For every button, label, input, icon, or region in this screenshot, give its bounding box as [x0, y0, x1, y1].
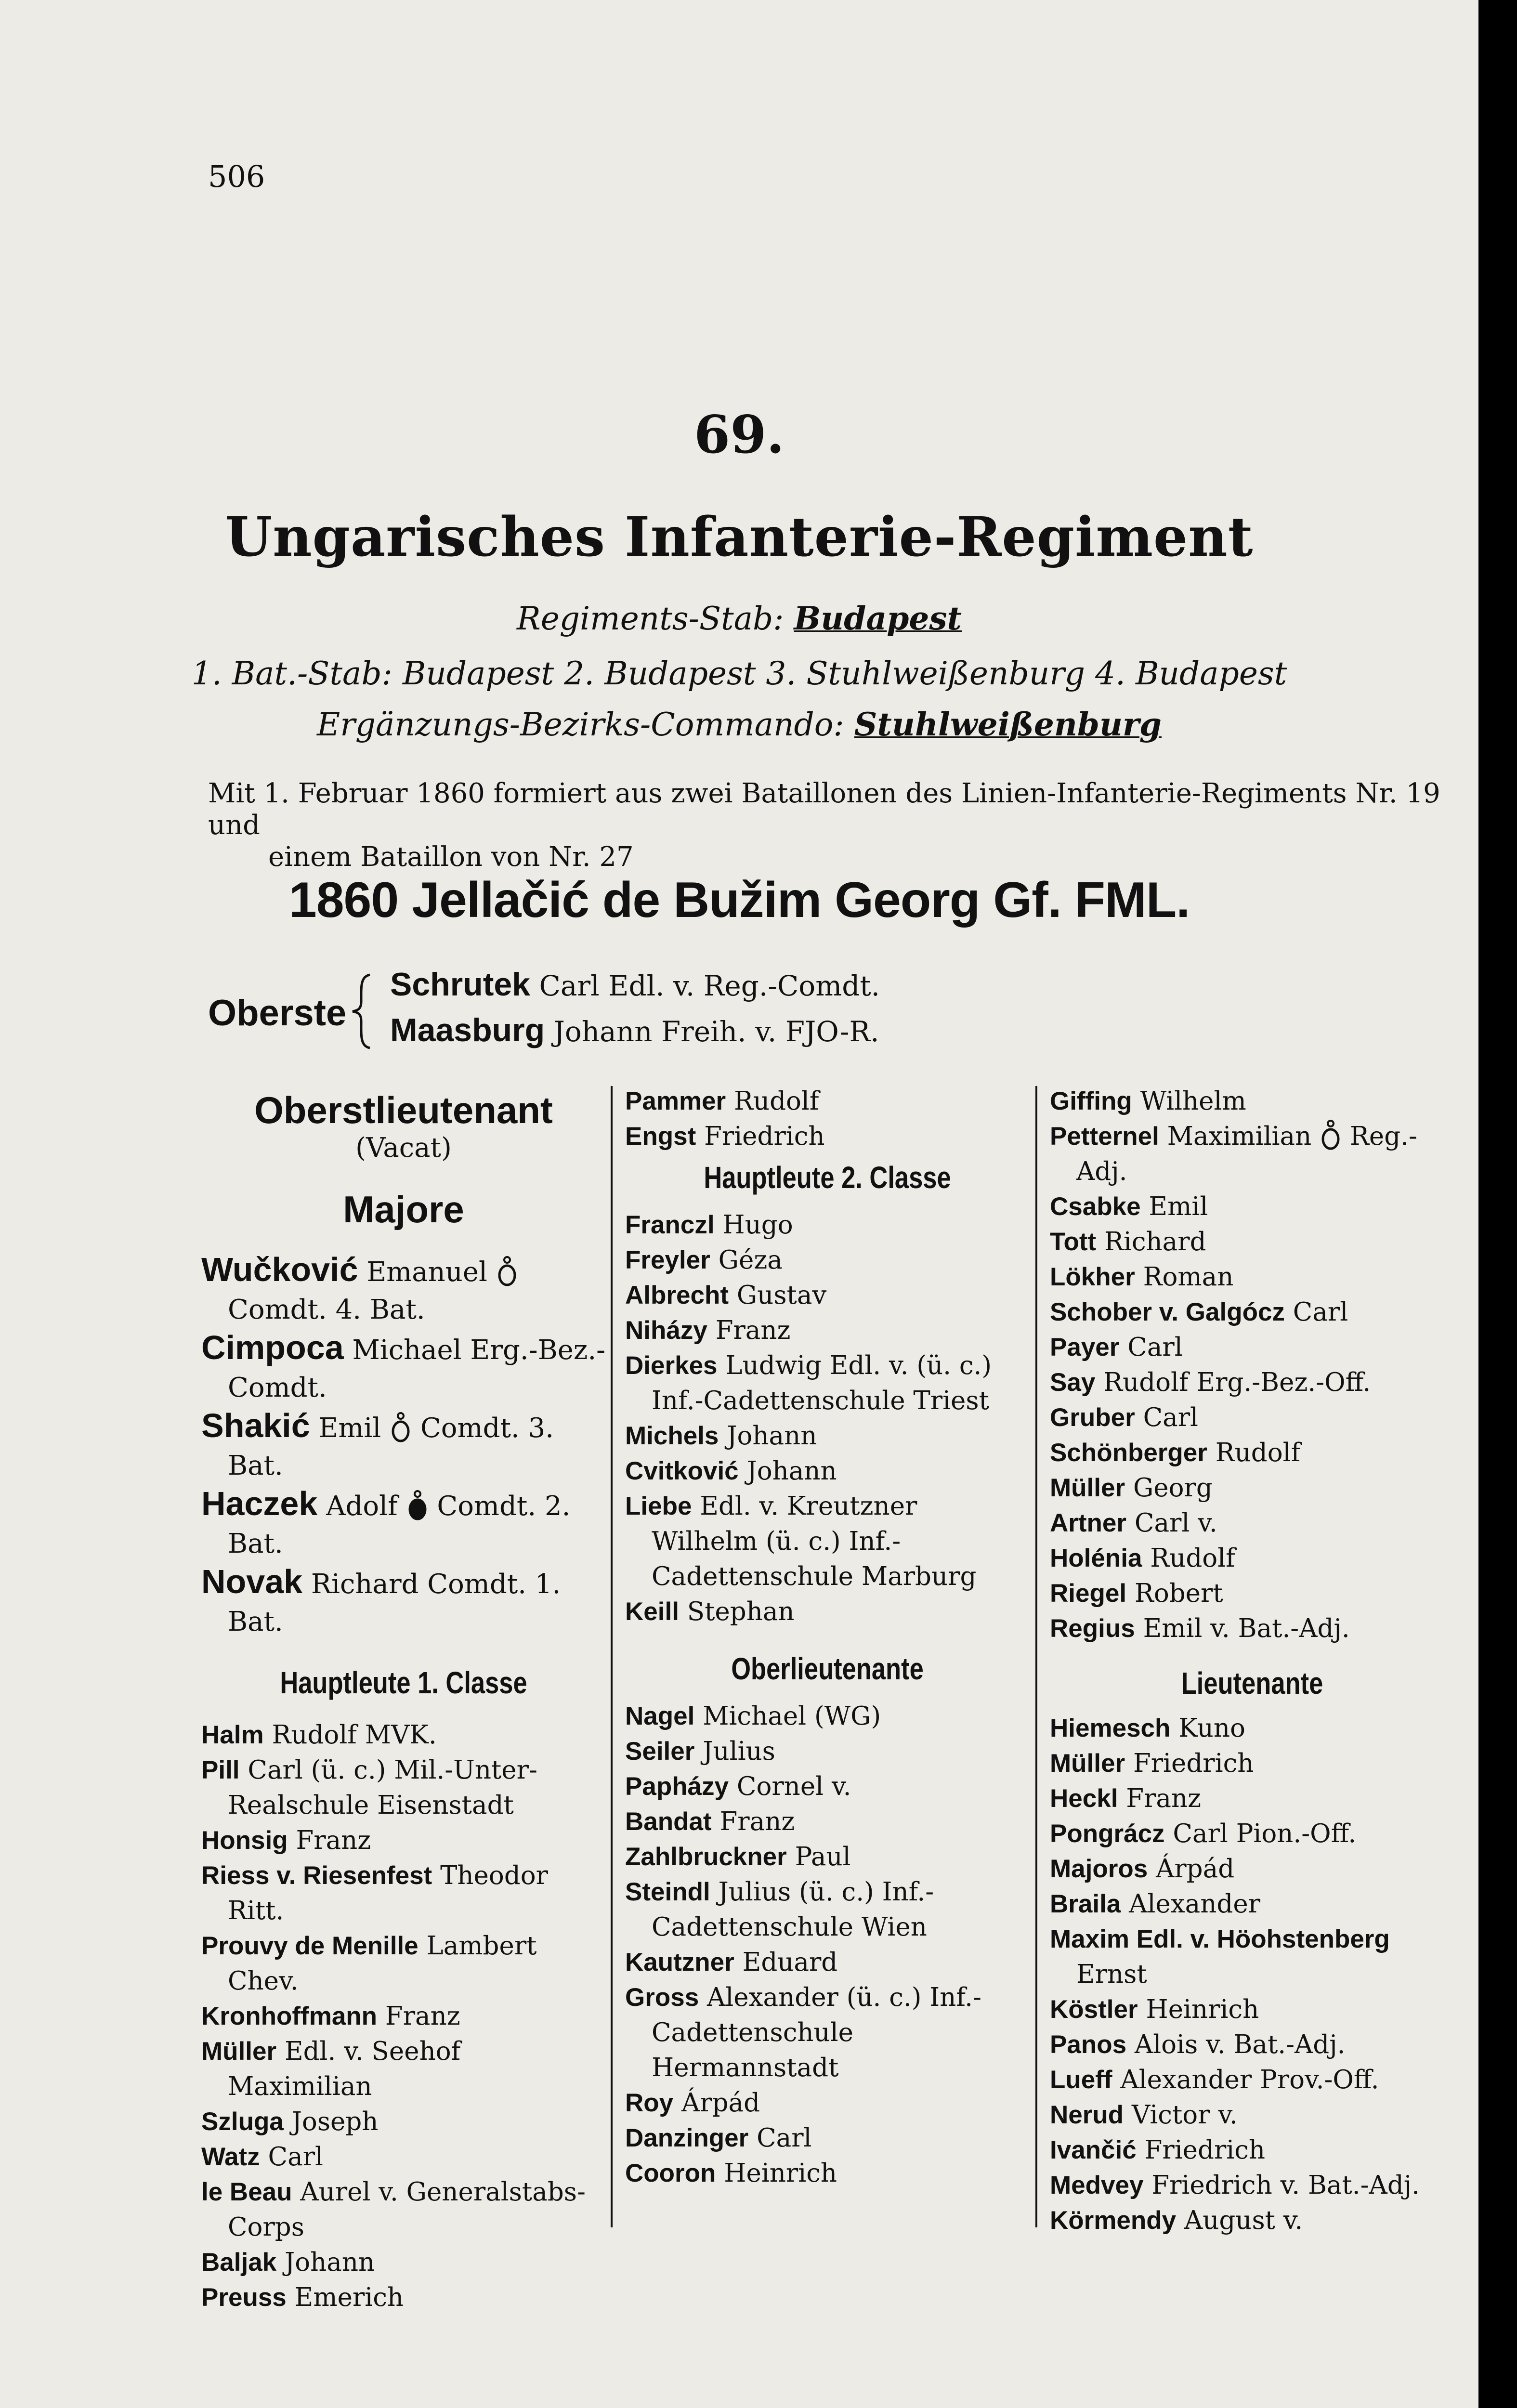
officer-surname: Csabke	[1050, 1192, 1141, 1221]
officer-entry	[625, 1348, 1030, 1418]
officer-details: Julius (ü. c.) Inf.-Cadettenschule Wien	[652, 1877, 934, 1942]
officer-details: Heinrich	[1146, 1995, 1259, 2024]
officer-details: Carl	[757, 2123, 812, 2153]
section-heading: Hauptleute 1. Classe	[280, 1665, 527, 1700]
officer-entry	[201, 1251, 606, 1329]
officer-details: Friedrich v. Bat.-Adj.	[1151, 2171, 1420, 2200]
officer-details: Emil	[1149, 1192, 1208, 1221]
history-line-2: einem Bataillon von Nr. 27	[268, 841, 634, 873]
officer-details: August v.	[1184, 2206, 1303, 2235]
officer-entry	[625, 1594, 1030, 1629]
officer-details: Alexander (ü. c.) Inf.-Cadettenschule Hermannstadt	[652, 1983, 981, 2082]
officer-surname: Hiemesch	[1050, 1714, 1171, 1742]
officer-details: Georg	[1133, 1473, 1213, 1503]
officer-entry	[625, 1804, 1030, 1839]
battalions-line: 1. Bat.-Stab: Budapest 2. Budapest 3. Stuhlweißenburg 4. Budapest	[191, 655, 1287, 692]
officer-entry	[1050, 2097, 1454, 2133]
officer-details: Carl	[1293, 1297, 1348, 1327]
officer-surname: Cimpoca	[201, 1329, 344, 1366]
officer-details: Eduard	[742, 1948, 838, 1977]
column-divider	[611, 1086, 613, 2227]
officer-details: Rudolf	[1215, 1438, 1301, 1467]
officer-surname: Gross	[625, 1983, 699, 2012]
officer-details: Theodor Ritt.	[228, 1861, 548, 1925]
order-decoration-icon	[390, 1411, 412, 1443]
officer-details: Emil	[318, 1413, 381, 1444]
officer-entry	[201, 2245, 606, 2280]
officer-surname: Regius	[1050, 1614, 1135, 1643]
officer-details: Johann Freih. v. FJO-R.	[553, 1015, 879, 1048]
officer-entry	[1050, 1886, 1454, 1922]
officer-details: Edl. v. Seehof Maximilian	[228, 2037, 461, 2101]
officer-entry	[201, 2139, 606, 2174]
officer-surname: Gruber	[1050, 1403, 1135, 1432]
officer-details: Franz	[715, 1316, 791, 1345]
officer-surname: Lueff	[1050, 2066, 1112, 2094]
officer-details: Richard Comdt. 1. Bat.	[228, 1569, 561, 1637]
officer-entry	[625, 1489, 1030, 1594]
officer-entry	[625, 2085, 1030, 2120]
officer-surname: Braila	[1050, 1890, 1121, 1918]
officer-entry	[1050, 1711, 1454, 1746]
officer-surname: Körmendy	[1050, 2206, 1177, 2235]
proprietor-line: 1860 Jellačić de Bužim Georg Gf. FML.	[288, 872, 1190, 928]
officer-details: Wilhelm	[1140, 1086, 1246, 1116]
officer-entry	[1050, 1295, 1454, 1330]
officer-details: Julius	[703, 1737, 775, 1766]
officer-details: Ludwig Edl. v. (ü. c.) Inf.-Cadettenschule Triest	[652, 1351, 992, 1415]
officer-surname: Holénia	[1050, 1544, 1142, 1572]
officer-surname: Michels	[625, 1422, 719, 1450]
officer-surname: Ivančić	[1050, 2136, 1137, 2164]
officer-entry	[201, 1329, 606, 1407]
section-heading: Hauptleute 2. Classe	[704, 1160, 951, 1195]
officer-surname: Nagel	[625, 1702, 695, 1730]
officer-details: Rudolf	[1150, 1544, 1235, 1573]
staff-label: Regiments-Stab:	[517, 600, 784, 637]
officer-surname: Lökher	[1050, 1263, 1135, 1291]
officer-surname: Dierkes	[625, 1351, 718, 1380]
officer-surname: Kronhoffmann	[201, 2002, 378, 2030]
officer-surname: Schönberger	[1050, 1439, 1207, 1467]
page-title: Ungarisches Infanterie-Regiment	[225, 506, 1254, 569]
officer-entry	[201, 1485, 606, 1563]
brace-icon	[347, 973, 376, 1050]
officer-surname: Novak	[201, 1563, 303, 1600]
order-decoration-icon	[406, 1489, 429, 1521]
officer-surname: Albrecht	[625, 1281, 729, 1309]
officer-entry	[625, 1278, 1030, 1313]
officer-entry	[201, 1407, 606, 1485]
officer-entry	[201, 1823, 606, 1858]
officer-details: Reg.-Adj.	[1076, 1122, 1417, 1186]
officer-details: Carl	[268, 2142, 323, 2172]
officer-details: Joseph	[291, 2107, 379, 2136]
column-3	[1050, 1084, 1454, 2238]
officer-surname: Engst	[625, 1122, 696, 1151]
officer-details: Stephan	[687, 1597, 795, 1626]
officer-entry	[1050, 1505, 1454, 1541]
officer-entry	[625, 1207, 1030, 1243]
officer-details: Lambert Chev.	[228, 1931, 537, 1996]
officer-surname: Nerud	[1050, 2101, 1124, 2129]
officer-details: Aurel v. Generalstabs-Corps	[228, 2177, 586, 2242]
officer-surname: Tott	[1050, 1228, 1097, 1256]
officer-entry	[625, 2120, 1030, 2156]
officer-entry	[1050, 1541, 1454, 1576]
officer-details: Friedrich	[1133, 1749, 1254, 1778]
officer-surname: Szluga	[201, 2107, 284, 2136]
officer-entry	[625, 1418, 1030, 1453]
officer-surname: Payer	[1050, 1333, 1120, 1361]
officer-surname: Köstler	[1050, 1995, 1138, 2024]
officer-entry	[201, 1563, 606, 1641]
officer-details: Johann	[746, 1456, 837, 1486]
officer-entry	[201, 1753, 606, 1823]
officer-entry	[201, 1858, 606, 1928]
officer-details: Edl. v. Kreutzner Wilhelm (ü. c.) Inf.-Cadettenschule Marburg	[652, 1492, 977, 1591]
officer-details: Comdt. 3. Bat.	[228, 1413, 554, 1481]
officer-surname: Preuss	[201, 2283, 287, 2312]
officer-entry	[625, 1874, 1030, 1945]
officer-surname: Freyler	[625, 1246, 710, 1274]
officer-surname: Schrutek	[390, 966, 530, 1003]
officer-details: Carl	[1127, 1333, 1183, 1362]
officer-details: Friedrich	[1144, 2135, 1266, 2165]
history-line-1: Mit 1. Februar 1860 formiert aus zwei Bataillonen des Linien-Infanterie-Regiments Nr. 19 und	[208, 778, 1440, 841]
regiment-number: 69.	[694, 405, 785, 465]
officer-details: Franz	[385, 2002, 460, 2031]
officer-entry	[1050, 1259, 1454, 1295]
officer-details: Heinrich	[724, 2159, 837, 2188]
officer-details: Rudolf Erg.-Bez.-Off.	[1103, 1368, 1371, 1397]
section-heading: Oberstlieutenant	[254, 1089, 553, 1131]
officer-details: Victor v.	[1132, 2100, 1238, 2130]
order-decoration-icon	[1320, 1119, 1342, 1151]
officer-details: Comdt. 4. Bat.	[228, 1294, 425, 1325]
officer-details: Kuno	[1178, 1714, 1245, 1743]
officer-surname: Müller	[1050, 1474, 1125, 1502]
officer-entry	[625, 1734, 1030, 1769]
column-2	[625, 1084, 1030, 2191]
officer-surname: Petternel	[1050, 1122, 1159, 1151]
section-heading: Majore	[343, 1188, 464, 1230]
officer-entry	[1050, 2027, 1454, 2062]
officer-entry	[625, 1980, 1030, 2085]
officer-entry	[625, 1699, 1030, 1734]
officer-surname: Heckl	[1050, 1784, 1118, 1813]
officer-list	[201, 1717, 606, 2315]
officer-surname: Maasburg	[390, 1012, 545, 1048]
officer-entry	[201, 1999, 606, 2034]
officer-details: Gustav	[736, 1281, 827, 1310]
officer-entry	[1050, 2062, 1454, 2097]
officer-surname: Pammer	[625, 1087, 726, 1115]
officer-entry	[1050, 1816, 1454, 1851]
officer-surname: Baljak	[201, 2248, 277, 2277]
officer-surname: Watz	[201, 2143, 260, 2171]
district-value: Stuhlweißenburg	[854, 706, 1162, 743]
officer-surname: Haczek	[201, 1485, 318, 1522]
officer-entry	[625, 1313, 1030, 1348]
officer-entry	[1050, 1224, 1454, 1259]
officer-entry	[1050, 1400, 1454, 1435]
district-line	[0, 706, 1478, 743]
officer-entry	[1050, 2203, 1454, 2238]
officer-details: Ernst	[1076, 1960, 1147, 1989]
officer-details: Richard	[1104, 1227, 1206, 1256]
officer-list	[625, 1084, 1030, 1154]
officer-surname: Franczl	[625, 1211, 715, 1239]
officer-surname: le Beau	[201, 2178, 292, 2206]
officer-details: Carl Pion.-Off.	[1173, 1819, 1357, 1848]
officer-entry	[1050, 1365, 1454, 1400]
officer-details: Johann	[285, 2248, 375, 2277]
officer-entry	[1050, 1119, 1454, 1189]
officer-entry	[201, 2174, 606, 2245]
officer-details: Rudolf	[734, 1086, 819, 1116]
officer-surname: Danzinger	[625, 2124, 749, 2152]
officer-surname: Papházy	[625, 1772, 729, 1801]
officer-surname: Schober v. Galgócz	[1050, 1298, 1285, 1326]
officer-details: Cornel v.	[736, 1772, 851, 1801]
officer-entry	[1050, 1746, 1454, 1781]
officer-surname: Niházy	[625, 1316, 707, 1345]
officer-details: Emerich	[294, 2283, 404, 2312]
officer-details: Alois v. Bat.-Adj.	[1134, 2030, 1346, 2059]
officer-entry	[625, 1769, 1030, 1804]
officer-details: Rudolf MVK.	[272, 1720, 437, 1750]
officer-details: Carl	[1143, 1403, 1198, 1432]
officer-entry	[625, 1945, 1030, 1980]
officer-details: Franz	[1126, 1784, 1202, 1813]
oberste-row	[390, 966, 880, 1003]
officer-details: Johann	[727, 1421, 817, 1451]
officer-entry	[625, 1084, 1030, 1119]
officer-surname: Prouvy de Menille	[201, 1932, 418, 1960]
officer-surname: Say	[1050, 1368, 1096, 1397]
officer-details: Maximilian	[1167, 1122, 1312, 1151]
officer-entry	[1050, 1611, 1454, 1646]
officer-surname: Maxim Edl. v. Höohstenberg	[1050, 1925, 1390, 1953]
officer-entry	[201, 2104, 606, 2139]
officer-details: Comdt. 2. Bat.	[228, 1491, 571, 1559]
officer-entry	[1050, 1576, 1454, 1611]
officer-entry	[1050, 1851, 1454, 1886]
officer-surname: Giffing	[1050, 1087, 1132, 1115]
officer-entry	[1050, 1470, 1454, 1505]
order-decoration-icon	[496, 1255, 518, 1287]
officer-details: Árpád	[681, 2088, 760, 2118]
staff-value: Budapest	[794, 600, 962, 637]
officer-details: Roman	[1143, 1262, 1234, 1292]
officer-entry	[625, 2156, 1030, 2191]
officer-entry	[201, 1928, 606, 1999]
officer-details: Carl Edl. v. Reg.-Comdt.	[539, 969, 880, 1002]
officer-details: Paul	[795, 1842, 851, 1871]
officer-surname: Panos	[1050, 2030, 1127, 2059]
officer-surname: Seiler	[625, 1737, 695, 1766]
officer-details: Friedrich	[704, 1122, 825, 1151]
officer-surname: Medvey	[1050, 2171, 1144, 2199]
page-number: 506	[208, 159, 265, 194]
officer-details: Géza	[718, 1245, 783, 1275]
officer-surname: Riess v. Riesenfest	[201, 1861, 432, 1890]
officer-details: Hugo	[722, 1210, 793, 1240]
officer-entry	[1050, 1189, 1454, 1224]
officer-entry	[1050, 1330, 1454, 1365]
section-heading: Oberlieutenante	[731, 1651, 924, 1686]
oberste-label: Oberste	[208, 993, 347, 1034]
officer-surname: Müller	[201, 2037, 277, 2066]
officer-surname: Steindl	[625, 1878, 710, 1906]
officer-surname: Pongrácz	[1050, 1819, 1165, 1848]
officer-surname: Roy	[625, 2089, 674, 2117]
officer-surname: Keill	[625, 1597, 679, 1626]
officer-details: Michael (WG)	[703, 1701, 881, 1731]
officer-surname: Müller	[1050, 1749, 1125, 1778]
officer-entry	[1050, 1084, 1454, 1119]
officer-entry	[1050, 1781, 1454, 1816]
officer-surname: Kautzner	[625, 1948, 734, 1976]
officer-surname: Halm	[201, 1721, 264, 1749]
officer-surname: Pill	[201, 1756, 240, 1784]
officer-entry	[625, 1839, 1030, 1874]
officer-list	[1050, 1084, 1454, 1646]
officer-entry	[1050, 1922, 1454, 1992]
officer-entry	[201, 1717, 606, 1753]
officer-surname: Honsig	[201, 1826, 288, 1855]
officer-details: Emil v. Bat.-Adj.	[1143, 1614, 1350, 1643]
officer-entry	[1050, 1992, 1454, 2027]
column-divider	[1035, 1086, 1037, 2227]
officer-surname: Cooron	[625, 2159, 716, 2187]
officer-details: Carl (ü. c.) Mil.-Unter-Realschule Eisenstadt	[228, 1755, 537, 1820]
officer-surname: Liebe	[625, 1492, 692, 1520]
officer-entry	[1050, 2168, 1454, 2203]
officer-details: Michael Erg.-Bez.-Comdt.	[228, 1335, 606, 1403]
staff-line	[0, 600, 1478, 637]
officer-surname: Cvitković	[625, 1457, 739, 1485]
officer-entry	[625, 1243, 1030, 1278]
officer-entry	[625, 1119, 1030, 1154]
officer-details: Franz	[719, 1807, 795, 1836]
vacat-note: (Vacat)	[355, 1132, 452, 1164]
officer-details: Carl v.	[1134, 1508, 1217, 1538]
officer-details: Árpád	[1156, 1854, 1235, 1884]
officer-surname: Bandat	[625, 1807, 712, 1836]
officer-surname: Riegel	[1050, 1579, 1127, 1608]
officer-entry	[201, 2280, 606, 2315]
column-1	[201, 1084, 606, 2315]
district-label: Ergänzungs-Bezirks-Commando:	[317, 706, 844, 743]
officer-surname: Shakić	[201, 1407, 310, 1444]
officer-details: Alexander	[1129, 1889, 1261, 1919]
officer-entry	[201, 2034, 606, 2104]
officer-details: Robert	[1134, 1579, 1223, 1608]
officer-surname: Artner	[1050, 1509, 1127, 1537]
officer-details: Franz	[296, 1826, 371, 1855]
officer-list	[625, 1207, 1030, 1629]
officer-surname: Wučković	[201, 1251, 358, 1288]
officer-entry	[1050, 2133, 1454, 2168]
officer-details: Adolf	[326, 1491, 398, 1522]
oberste-row	[390, 1011, 879, 1049]
officer-entry	[1050, 1435, 1454, 1470]
officer-entry	[625, 1453, 1030, 1489]
section-heading: Lieutenante	[1181, 1666, 1323, 1701]
officer-details: Alexander Prov.-Off.	[1120, 2065, 1379, 2094]
officer-details: Emanuel	[366, 1256, 487, 1288]
officer-list	[1050, 1711, 1454, 2238]
officer-surname: Zahlbruckner	[625, 1843, 787, 1871]
history-note	[208, 778, 1465, 873]
officer-surname: Majoros	[1050, 1855, 1148, 1883]
officer-list	[625, 1699, 1030, 2191]
